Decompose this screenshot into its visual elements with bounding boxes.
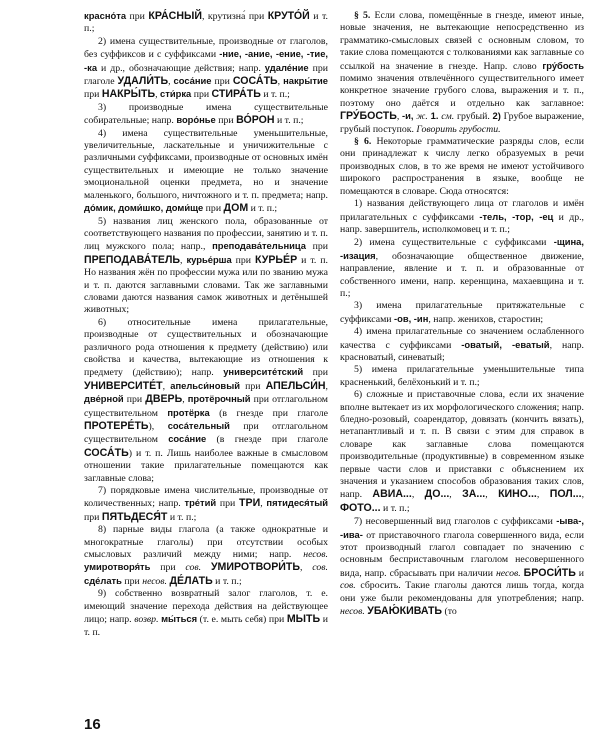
item-1: 1) названия действующего лица от глаголов и имён прилагательных с суффиксами -тель, -тор, -ец и др., напр. завершитель, исполкомовец и т. п.; [340,198,584,235]
item-4: 4) имена прилагательные со значением ослабленного качества с суффиксами -оватый, -еватый, напр. красноватый, синеватый; [340,326,584,363]
right-column [340,10,584,700]
item-5: 5) имена прилагательные уменьшительные типа красненький, белёхонький и т. п.; [340,364,584,388]
item-6: 6) сложные и приставочные слова, если их значение вполне вытекает из их морфологического сложения; напр. бледно-розовый, соарендатор, довязать (кончить вязать), нетапантливый и т. п. В связи с этим для справок в словаре как заглавные слова помещаются производительные (продуктивные) в современном языке первые части слов и приставки с объяснением их значения и указанием способов образования таких слов, напр. АВИА..., ДО..., ЗА..., КИНО..., ПОЛ..., ФОТО... и т. п.; [340,389,585,514]
page-number: 16 [84,716,101,733]
item-2: 2) имена существительные с суффиксами -щина, -изация, обозначающие общественное движение, направление, явление и т. п. и образованные от собственного имени, напр. керенщина, махаевщина и т. п.; [340,236,584,299]
item-7: 7) несовершенный вид глаголов с суффиксами -ыва-, -ива- от приставочного глагола совершенного вида, если этот производный глагол совпадает по значению с основным бесприставочным глаголом несовершенного вида, напр. сбрасывать при наличии несов. БРОСИ́ТЬ и сов. сбросить. Такие глаголы даются лишь тогда, когда они уже были рекомендованы для употребления; напр. несов. УБАЮ́КИВАТЬ (то [340,515,584,618]
paragraph-2: 2) имена существительные, производные от глаголов, без суффиксов и с суффиксами -ние, -ание, -ение, -тие, -ка и др., обозначающие действия; напр. удале́ние при глаголе УДАЛИ́ТЬ, соса́ние при СОСА́ТЬ, накры́тие при НАКРЫ́ТЬ, сти́рка при СТИРА́ТЬ и т. п.; [84,35,329,101]
item-3: 3) имена прилагательные притяжательные с суффиксами -ов, -ин, напр. женихов, старостин; [340,300,584,325]
paragraph-7: 7) порядковые имена числительные, производные от количественных; напр. тре́тий при ТРИ, пятидеся́тый при ПЯТЬДЕСЯ́Т и т. п.; [84,485,328,523]
paragraph-1: красно́та при КРА́СНЫЙ, крутизна́ при КРУТО́Й и т. п.; [84,10,328,35]
paragraph-3: 3) производные имена существительные собирательные; напр. воро́нье при ВО́РОН и т. п.; [84,101,328,127]
section-5: § 5. Если слова, помещённые в гнезде, имеют иные, новые значения, не вытекающие непосредственно из грамматико-смысловых связей с основным словом, то такие слова помещаются с толкованиями как заглавные со ссылкой на значение в гнезде. Напр. слово гру́бость помимо значения отвлечённого существительного имеет конкретное значение грубого слова, выражения и т. п., поэтому оно даётся и отдельно как заглавное: ГРУ́БОСТЬ, -и, ж. 1. см. грубый. 2) Грубое выражение, грубый поступок. Говорить грубости. [340,10,585,135]
paragraph-5: 5) названия лиц женского пола, образованные от соответствующего названия по профессии, занятию и т. п. лиц мужского пола; напр., преподава́тельница при ПРЕПОДАВА́ТЕЛЬ, курье́рша при КУРЬЕ́Р и т. п. Но названия жён по профессии мужа или по званию мужа и т. п. даются заглавными словами. Так же заглавными словами даются названия самок животных и детёнышей животных; [84,215,328,316]
dictionary-page [84,10,584,700]
paragraph-8: 8) парные виды глагола (а также однократные и многократные глаголы) при отсутствии особых смысловых различий между ними; напр. несов. умиротворя́ть при сов. УМИРОТВОРИ́ТЬ, сов. сде́лать при несов. ДЕ́ЛАТЬ и т. п.; [84,524,328,587]
paragraph-4: 4) имена существительные уменьшительные, увеличительные, ласкательные и уничижительные с различными суффиксами, производные от основных имён существительных и имеющие не только значение эмоциональной оценки предмета, но и значение маленького, большого, ничтожного и т. п. предмета; напр. до́мик, доми́шко, доми́ще при ДОМ и т. п.; [84,127,328,215]
paragraph-9: 9) собственно возвратный залог глаголов, т. е. имеющий значение перехода действия на действующее лицо; напр. возвр. мы́ться (т. е. мыть себя) при МЫТЬ и т. п. [84,588,328,638]
paragraph-6: 6) относительные имена прилагательные, производные от существительных и обозначающие различного рода отношения к предмету (действию) или свойства и качества, вытекающие из отношения к предмету (действию); напр. университе́тский при УНИВЕРСИТЕ́Т, апельси́новый при АПЕЛЬСИ́Н, две́рной при ДВЕРЬ, протёрочный при отглагольном существительном протёрка (в гнезде при глаголе ПРОТЕРЕ́ТЬ), сосáтельный при отглагольном существительном соса́ние (в гнезде при глаголе СОСА́ТЬ) и т. п. Лишь наиболее важные в смысловом отношении такие прилагательные помещаются как заглавные слова; [84,316,328,484]
left-column [84,10,328,700]
section-6: § 6. Некоторые грамматические разряды слов, если они принадлежат к числу легко образуемых в речи производных слов, в то же время не имеют устойчивого широкого распространения в языке, вообще не помещаются в словаре. Сюда относятся: [340,136,585,197]
